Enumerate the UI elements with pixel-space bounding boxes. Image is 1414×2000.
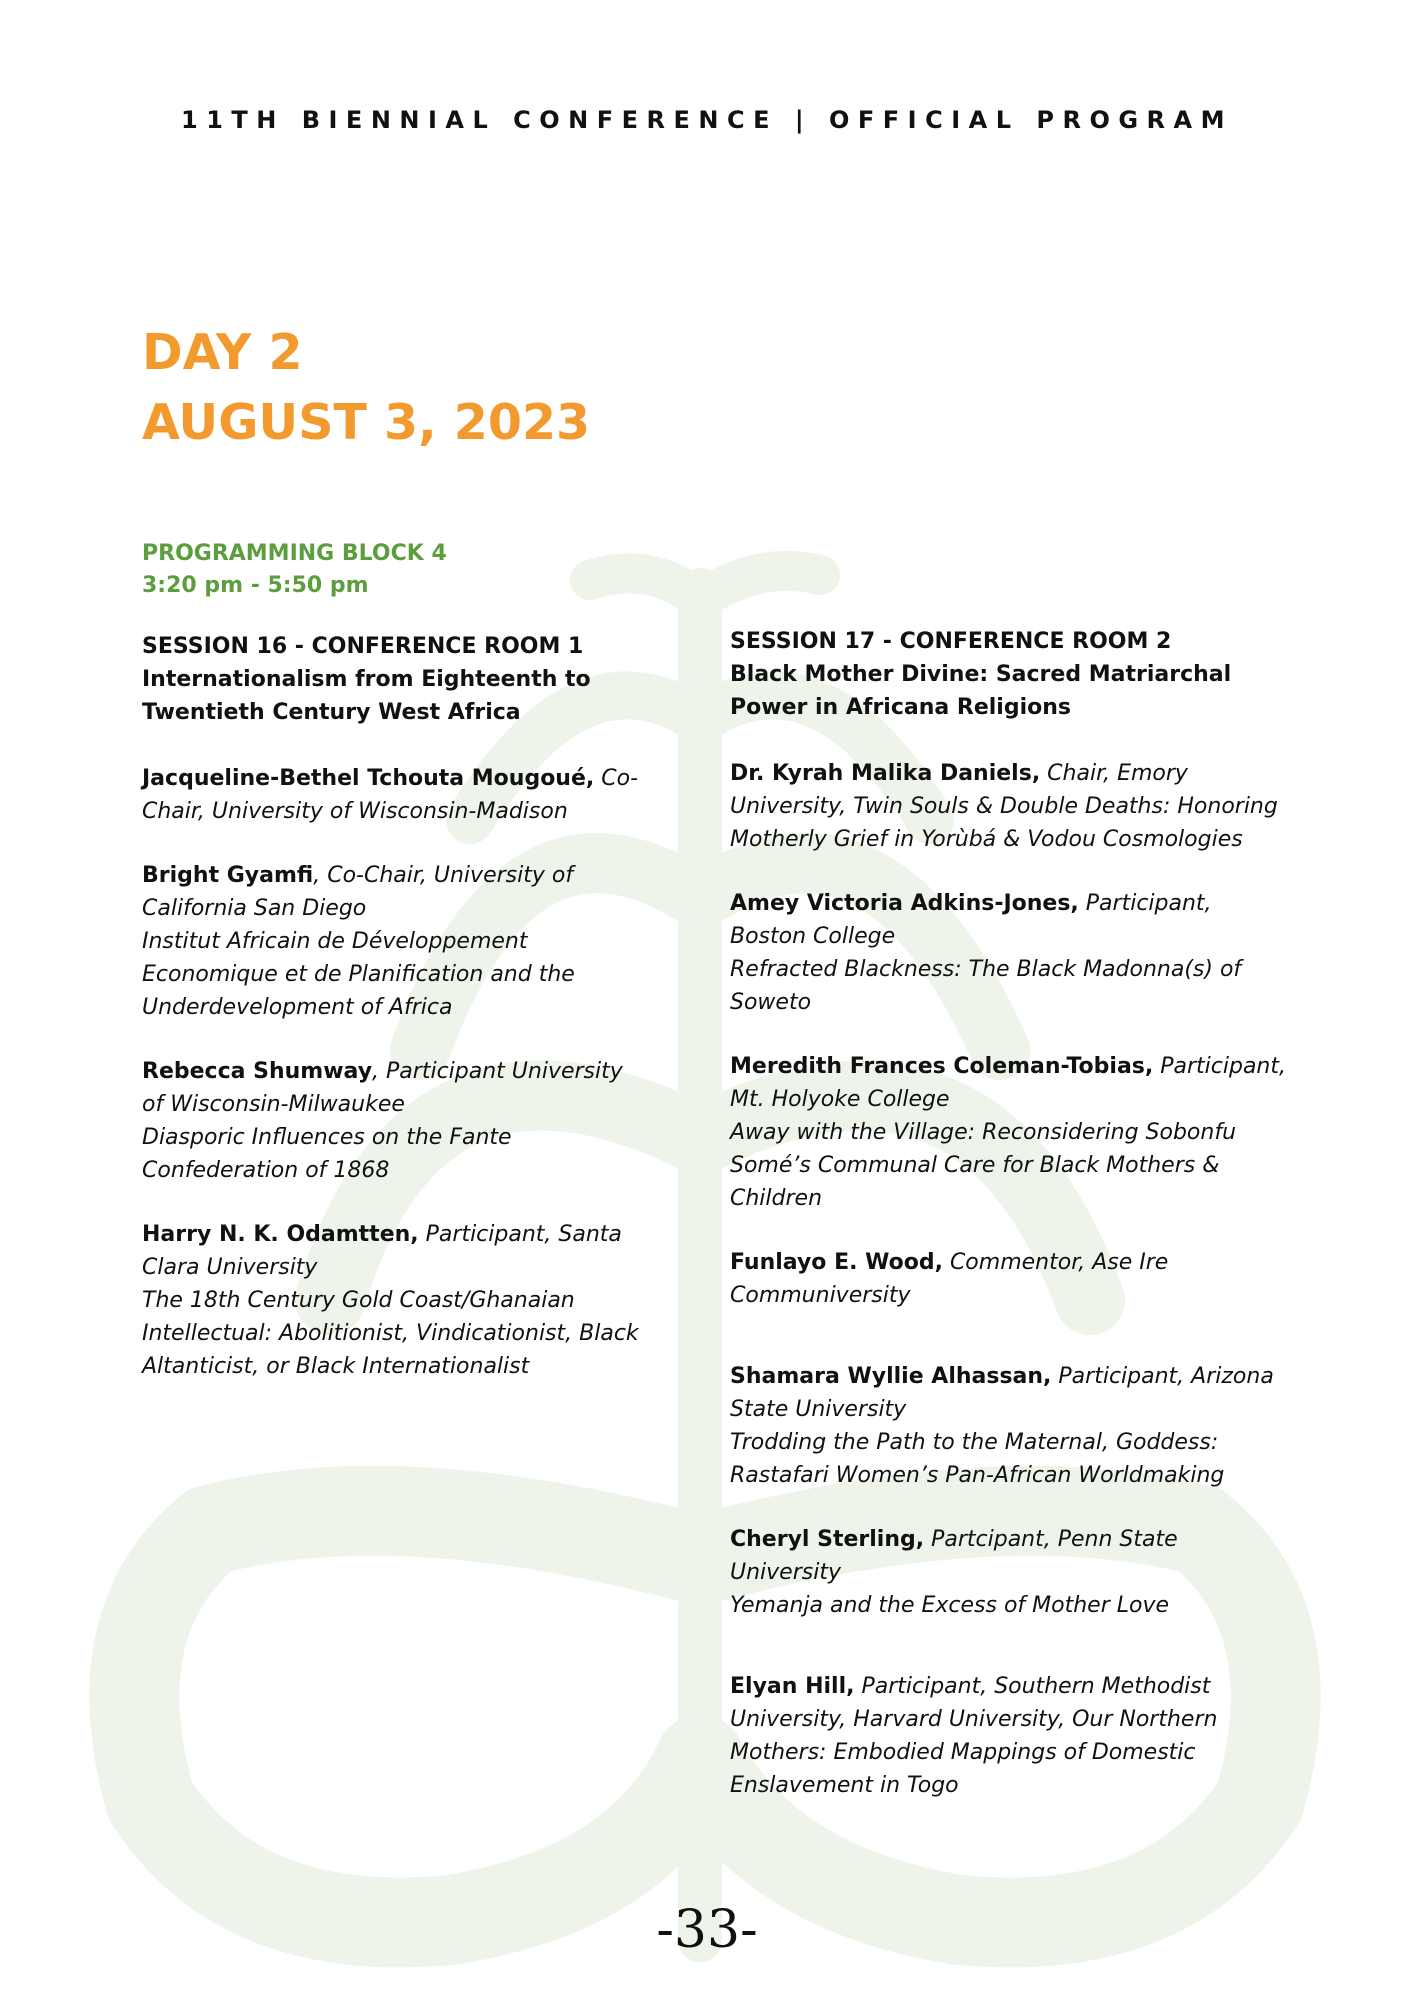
participant-role: , Co-Chair, University of California San Diego xyxy=(142,863,574,921)
session-17-participant xyxy=(730,1246,1290,1312)
session-16-participant xyxy=(142,762,642,828)
session-17-column xyxy=(730,625,1290,1833)
session-17-participant xyxy=(730,1050,1290,1215)
participant-name: Elyan Hill, xyxy=(730,1674,855,1699)
session-16-participant xyxy=(142,1218,642,1383)
participant-name: Bright Gyamfi xyxy=(142,863,314,888)
participant-name: Meredith Frances Coleman-Tobias, xyxy=(730,1054,1154,1079)
date-label: AUGUST 3, 2023 xyxy=(142,394,591,451)
paper-title: Diasporic Influences on the Fante Confederation of 1868 xyxy=(142,1125,512,1183)
participant-name: Shamara Wyllie Alhassan, xyxy=(730,1364,1052,1389)
session-17-participant xyxy=(730,1670,1290,1802)
paper-title: Institut Africain de Développement Economique et de Planification and the Underdevelopment of Africa xyxy=(142,929,575,1020)
session-16-participant xyxy=(142,859,642,1024)
participant-role: Commentor, Ase Ire Communiversity xyxy=(730,1250,1169,1308)
participant-role: Participant, Arizona State University xyxy=(730,1364,1274,1422)
participant-role: Chair, Emory University, Twin Souls & Double Deaths: Honoring Motherly Grief in Yorùbá & Vodou Cosmologies xyxy=(730,761,1278,852)
programming-block xyxy=(142,538,447,602)
paper-title: Yemanja and the Excess of Mother Love xyxy=(730,1593,1170,1618)
session-17-participant xyxy=(730,757,1290,856)
session-16-header xyxy=(142,630,642,729)
participant-name: Dr. Kyrah Malika Daniels, xyxy=(730,761,1041,786)
participant-name: Funlayo E. Wood, xyxy=(730,1250,943,1275)
day-label: DAY 2 xyxy=(142,324,303,381)
session-17-participant xyxy=(730,1360,1290,1492)
session-16-title: Internationalism from Eighteenth to Twentieth Century West Africa xyxy=(142,667,591,725)
session-17-participant xyxy=(730,887,1290,1019)
participant-name: Cheryl Sterling, xyxy=(730,1527,925,1552)
participant-role: Participant, Mt. Holyoke College xyxy=(730,1054,1286,1112)
participant-role: Participant, Santa Clara University xyxy=(142,1222,622,1280)
participant-role: Participant, Southern Methodist University, Harvard University, Our Northern Mothers: Embodied Mappings of Domestic Enslavement in Togo xyxy=(730,1674,1218,1798)
participant-name: Amey Victoria Adkins-Jones, xyxy=(730,891,1079,916)
participant-role: Participant, Boston College xyxy=(730,891,1212,949)
participant-role: , Participant University of Wisconsin-Milwaukee xyxy=(142,1059,623,1117)
participant-name: Jacqueline-Bethel Tchouta Mougoué, xyxy=(142,766,595,791)
session-16-heading: SESSION 16 - CONFERENCE ROOM 1 xyxy=(142,634,584,659)
session-16-participant xyxy=(142,1055,642,1187)
paper-title: Away with the Village: Reconsidering Sobonfu Somé’s Communal Care for Black Mothers & Children xyxy=(730,1120,1237,1211)
block-time: 3:20 pm - 5:50 pm xyxy=(142,573,369,598)
participant-role: Partcipant, Penn State University xyxy=(730,1527,1178,1585)
session-16-column xyxy=(142,630,642,1414)
session-17-header xyxy=(730,625,1290,724)
session-17-title: Black Mother Divine: Sacred Matriarchal Power in Africana Religions xyxy=(730,662,1232,720)
block-name: PROGRAMMING BLOCK 4 xyxy=(142,541,447,566)
session-17-heading: SESSION 17 - CONFERENCE ROOM 2 xyxy=(730,629,1172,654)
paper-title: Trodding the Path to the Maternal, Goddess: Rastafari Women’s Pan-African Worldmaking xyxy=(730,1430,1225,1488)
participant-name: Rebecca Shumway xyxy=(142,1059,373,1084)
participant-role: Co-Chair, University of Wisconsin-Madison xyxy=(142,766,639,824)
participant-name: Harry N. K. Odamtten, xyxy=(142,1222,419,1247)
paper-title: The 18th Century Gold Coast/Ghanaian Intellectual: Abolitionist, Vindicationist, Black Altanticist, or Black Internationalist xyxy=(142,1288,639,1379)
session-17-participant xyxy=(730,1523,1290,1622)
page-number: -33- xyxy=(656,1900,758,1960)
program-header: 11TH BIENNIAL CONFERENCE | OFFICIAL PROGRAM xyxy=(181,106,1233,134)
paper-title: Refracted Blackness: The Black Madonna(s) of Soweto xyxy=(730,957,1242,1015)
day-title xyxy=(142,318,590,458)
